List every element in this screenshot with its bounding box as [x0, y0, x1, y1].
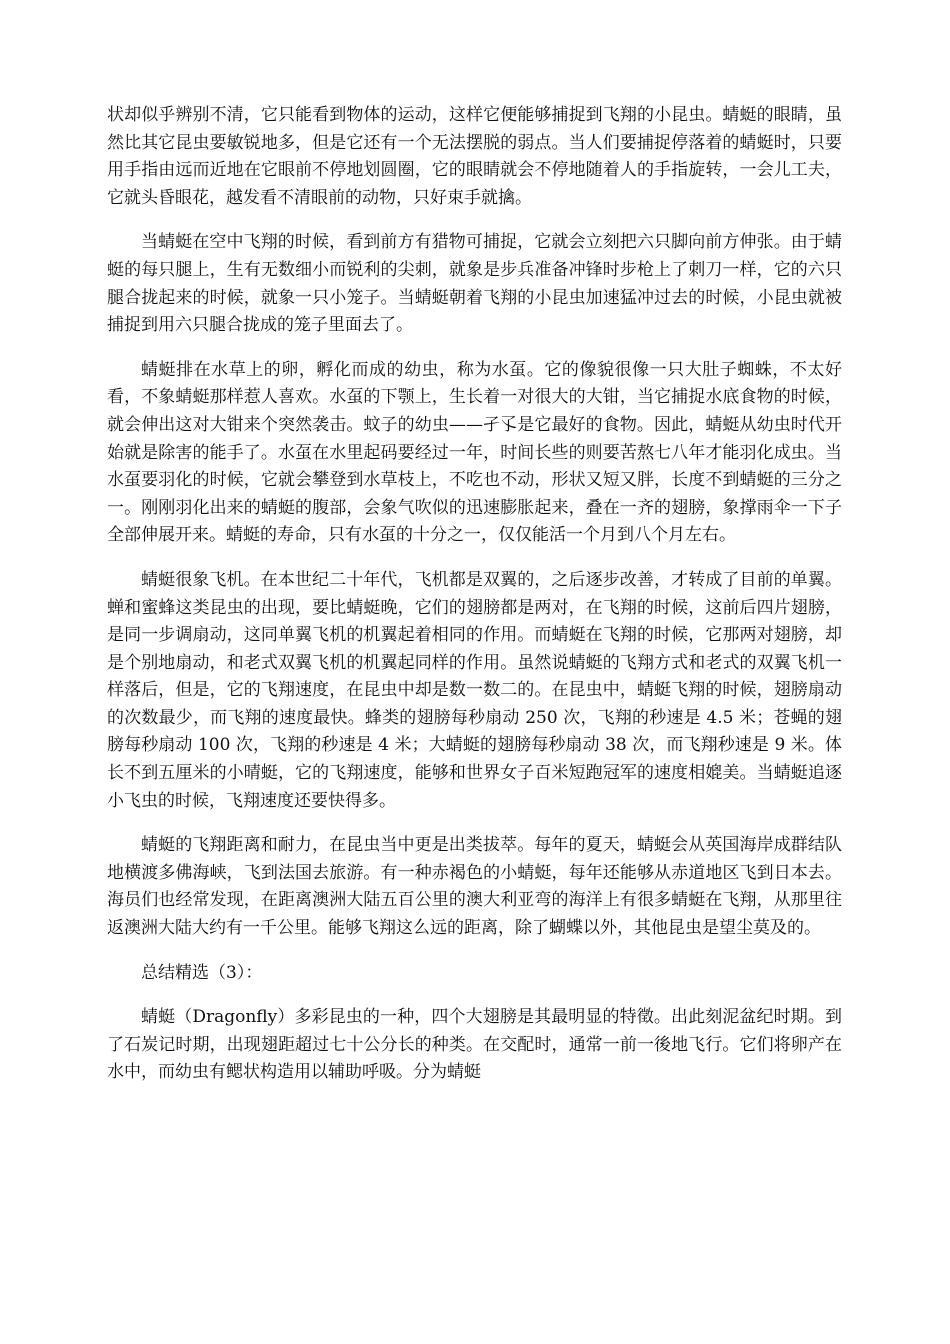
paragraph-1: 状却似乎辨别不清，它只能看到物体的运动，这样它便能够捕捉到飞翔的小昆虫。蜻蜓的眼睛，虽然比其它昆虫要敏锐地多，但是它还有一个无法摆脱的弱点。当人们要捕捉停落着的蜻蜓时，只要用手指由远而近地在它眼前不停地划圆圈，它的眼睛就会不停地随着人的手指旋转，一会儿工夫，它就头昏眼花，越发看不清眼前的动物，只好束手就擒。 — [107, 105, 842, 208]
paragraph-3: 蜻蜓排在水草上的卵，孵化而成的幼虫，称为水虿。它的像貌很像一只大肚子蜘蛛，不太好看，不象蜻蜓那样惹人喜欢。水虿的下颚上，生长着一对很大的大钳，当它捕捉水底食物的时候，就会伸出这对大钳来个突然袭击。蚊子的幼虫——孑孓是它最好的食物。因此，蜻蜓从幼虫时代开始就是除害的能手了。水虿在水里起码要经过一年，时间长些的则要苦熬七八年才能羽化成虫。当水虿要羽化的时候，它就会攀登到水草枝上，不吃也不动，形状又短又胖，长度不到蜻蜓的三分之一。刚刚羽化出来的蜻蜓的腹部，会象气吹似的迅速膨胀起来，叠在一齐的翅膀，象撑雨伞一下子全部伸展开来。蜻蜓的寿命，只有水虿的十分之一，仅仅能活一个月到八个月左右。 — [107, 359, 842, 546]
section-heading: 总结精选（3）： — [141, 962, 263, 983]
paragraph-5: 蜻蜓的飞翔距离和耐力，在昆虫当中更是出类拔萃。每年的夏天，蜻蜓会从英国海岸成群结队地横渡多佛海峡，飞到法国去旅游。有一种赤褐色的小蜻蜓，每年还能够从赤道地区飞到日本去。海员们也经常发现，在距离澳洲大陆五百公里的澳大利亚弯的海洋上有很多蜻蜓在飞翔，从那里往返澳洲大陆大约有一千公里。能够飞翔这么远的距离，除了蝴蝶以外，其他昆虫是望尘莫及的。 — [107, 835, 842, 939]
paragraph-4: 蜻蜓很象飞机。在本世纪二十年代，飞机都是双翼的，之后逐步改善，才转成了目前的单翼。蝉和蜜蜂这类昆虫的出现，要比蜻蜓晚，它们的翅膀都是两对，在飞翔的时候，这前后四片翅膀，是同一步调扇动，这同单翼飞机的机翼起着相同的作用。而蜻蜓在飞翔的时候，它那两对翅膀，却是个别地扇动，和老式双翼飞机的机翼起同样的作用。虽然说蜻蜓的飞翔方式和老式的双翼飞机一样落后，但是，它的飞翔速度，在昆虫中却是数一数二的。在昆虫中，蜻蜓飞翔的时候，翅膀扇动的次数最少，而飞翔的速度最快。蜂类的翅膀每秒扇动 250 次，飞翔的秒速是 4.5 米；苍蝇的翅膀每秒扇动 100 次，飞翔的秒速是 4 米；大蜻蜓的翅膀每秒扇动 38 次，而飞翔秒速是 9 米。体长不到五厘米的小晴蜓，它的飞翔速度，能够和世界女子百米短跑冠军的速度相媲美。当蜻蜓追逐小飞虫的时候，飞翔速度还要快得多。 — [107, 569, 842, 811]
paragraph-6: 蜻蜓（Dragonfly）多彩昆虫的一种，四个大翅膀是其最明显的特徵。出此刻泥盆纪时期。到了石炭记时期，出现翅距超过七十公分长的种类。在交配时，通常一前一後地飞行。它们将卵产在水中，而幼虫有鳃状构造用以辅助呼吸。分为蜻蜓 — [107, 1007, 842, 1083]
document-page — [107, 102, 842, 1104]
paragraph-2: 当蜻蜓在空中飞翔的时候，看到前方有猎物可捕捉，它就会立刻把六只脚向前方伸张。由于蜻蜓的每只腿上，生有无数细小而锐利的尖刺，就象是步兵准备冲锋时步枪上了刺刀一样，它的六只腿合拢起来的时候，就象一只小笼子。当蜻蜓朝着飞翔的小昆虫加速猛冲过去的时候，小昆虫就被捕捉到用六只腿合拢成的笼子里面去了。 — [107, 232, 842, 336]
